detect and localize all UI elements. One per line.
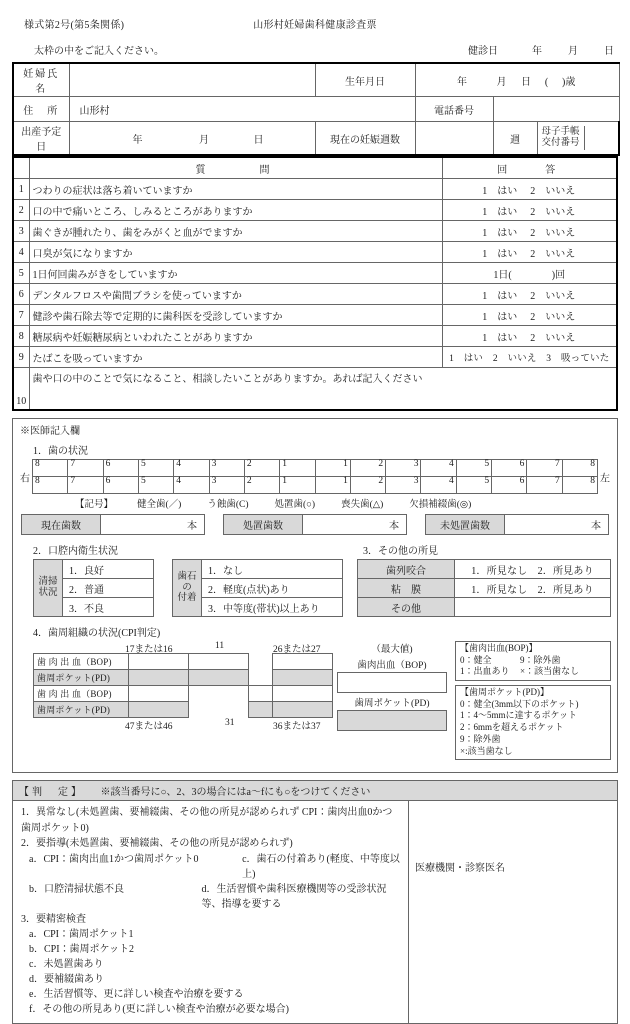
tooth-cell[interactable]: 3 (209, 460, 244, 477)
current-teeth-count (21, 514, 205, 535)
question-free-text[interactable]: 歯や口の中のことで気になること、相談したいことがありますか。あれば記入ください (29, 368, 617, 411)
question-text: つわりの症状は落ち着いていますか (29, 179, 442, 200)
tooth-row-lower (33, 477, 598, 494)
section4-title: 4．歯周組織の状況(CPI判定) (33, 628, 161, 639)
section2-3-row (19, 537, 611, 617)
table-row (13, 242, 617, 263)
question-column-header: 質 問 (29, 157, 442, 179)
question-text: 健診や歯石除去等で定期的に歯科医を受診していますか (29, 305, 442, 326)
cpi-spacer (189, 702, 249, 718)
tooth-cell[interactable]: 1 (315, 460, 350, 477)
fill-instruction: 太枠の中をご記入ください。 (34, 46, 164, 57)
pregnancy-weeks-label: 現在の妊娠週数 (315, 122, 415, 156)
question-text: 歯ぐきが腫れたり、歯をみがくと血がでますか (29, 221, 442, 242)
cpi-cell-bop-upper-right[interactable] (129, 654, 189, 670)
cpi-row-label-pd-upper: 歯周ポケット(PD) (34, 670, 129, 686)
tooth-cell[interactable]: 6 (492, 460, 527, 477)
handbook-label-line2: 交付番号 (541, 138, 580, 148)
dob-age-close: )歳 (562, 76, 576, 88)
cpi-spacer (249, 670, 273, 686)
judgement-item-3[interactable]: 3．要精密検査 (21, 913, 86, 925)
dob-day: 日 (521, 76, 531, 88)
dob-age-open: ( (544, 76, 549, 88)
oral-hygiene-tables (19, 559, 355, 617)
section3-title: 3．その他の所見 (363, 546, 438, 557)
judgement-item-2[interactable]: 2．要指導(未処置歯、要補綴歯、その他の所見が認められず) (21, 838, 293, 850)
table-row (13, 122, 619, 156)
pd-legend-0: 0：健全(3mm以下のポケット) (460, 698, 579, 709)
untreated-teeth-count (425, 514, 609, 535)
answer-no[interactable]: 2 いいえ (530, 227, 576, 239)
cpi-cell-pd-upper-right[interactable] (129, 670, 189, 686)
dob-input[interactable] (415, 63, 619, 97)
cpi-cell-pd-lower-right[interactable] (129, 702, 189, 718)
table-row (13, 368, 617, 411)
cpi-spacer (189, 686, 249, 702)
exam-date-day[interactable]: 日 (604, 46, 614, 57)
judgement-3c[interactable]: c．未処置歯あり (29, 959, 104, 971)
answer-no[interactable]: 2 いいえ (530, 332, 576, 344)
table-row (13, 263, 617, 284)
tooth-cell[interactable]: 2 (244, 477, 279, 494)
tooth-cell[interactable]: 5 (456, 460, 491, 477)
table-row (13, 97, 619, 122)
pd-legend-title: 【歯周ポケット(PD)】 (460, 687, 550, 698)
judgement-2b[interactable]: b．口腔清掃状態不良 (29, 883, 124, 895)
due-year: 年 (132, 134, 143, 146)
question-number: 8 (13, 326, 29, 347)
phone-label: 電話番号 (415, 97, 493, 122)
question-text: 1日何回歯みがきをしていますか (29, 263, 442, 284)
questionnaire-header-row (13, 157, 617, 179)
calculus-option-mild[interactable]: 2．軽度(点状)あり (202, 579, 343, 598)
cpi-top-labels (33, 641, 333, 653)
bop-legend-0: 0：健全 (460, 654, 492, 665)
tooth-cell[interactable]: 1 (315, 477, 350, 494)
cleaning-status-label (34, 560, 63, 617)
pd-legend-2: 2：6mmを超えるポケット (460, 722, 564, 733)
tooth-cell[interactable]: 1 (280, 477, 315, 494)
answer-count-input[interactable]: 1日( )回 (442, 263, 617, 284)
cleaning-option-poor[interactable]: 3．不良 (63, 598, 154, 617)
address-label: 住 所 (13, 97, 69, 122)
judgement-2a[interactable]: a．CPI：歯肉出血1かつ歯周ポケット0 (29, 853, 199, 865)
handbook-number-input[interactable] (584, 126, 618, 150)
form-page (0, 16, 630, 1016)
form-title: 山形村妊婦歯科健康診査票 (253, 20, 377, 31)
answer-yes[interactable]: 1 はい (482, 185, 518, 197)
answer-options[interactable] (442, 305, 617, 326)
judgement-2d[interactable]: d．生活習慣や歯科医療機関等の受診状況等、指導を要する (201, 883, 387, 910)
question-number: 7 (13, 305, 29, 326)
calculus-option-moderate[interactable]: 3．中等度(帯状)以上あり (202, 598, 343, 617)
question-number: 2 (13, 200, 29, 221)
phone-input[interactable] (493, 97, 619, 122)
pd-legend-9: 9：除外歯 (460, 733, 501, 744)
answer-column-header: 回 答 (442, 157, 617, 179)
cpi-cell-bop-upper-center[interactable] (189, 654, 249, 670)
answer-no[interactable]: 2 いいえ (530, 206, 576, 218)
tooth-cell[interactable]: 6 (492, 477, 527, 494)
question-text: デンタルフロスや歯間ブラシを使っていますか (29, 284, 442, 305)
question-text: 口臭が気になりますか (29, 242, 442, 263)
answer-smoking-options[interactable]: 1 はい 2 いいえ 3 吸っていた (442, 347, 617, 368)
judgement-3d[interactable]: d．要補綴歯あり (29, 974, 104, 986)
question-text: 糖尿病や妊娠糖尿病といわれたことがありますか (29, 326, 442, 347)
calculus-option-none[interactable]: 1．なし (202, 560, 343, 579)
cleaning-status-table (33, 559, 154, 617)
section2-column (19, 537, 355, 617)
answer-options[interactable] (442, 221, 617, 242)
judgement-items (13, 801, 408, 1023)
cpi-legend-column (451, 641, 611, 764)
cpi-max-pd-label: 歯周ポケット(PD) (354, 699, 430, 709)
tooth-cell[interactable]: 7 (68, 477, 103, 494)
tooth-cell[interactable]: 5 (138, 460, 173, 477)
calculus-label-line3: 付着 (177, 593, 197, 604)
cpi-top-label-2: 11 (215, 641, 225, 651)
cpi-cell-pd-lower-center[interactable] (249, 702, 273, 718)
judgement-3b[interactable]: b．CPI：歯周ポケット2 (29, 944, 135, 956)
cpi-max-bop-label: 歯肉出血（BOP) (357, 661, 427, 671)
pd-legend-x: ×:該当歯なし (460, 745, 513, 756)
tooth-cell[interactable]: 5 (138, 477, 173, 494)
table-row (13, 326, 617, 347)
table-row (34, 686, 333, 702)
cpi-spacer (249, 654, 273, 670)
answer-yes[interactable]: 1 はい (482, 332, 518, 344)
table-row (173, 560, 343, 579)
answer-no[interactable]: 2 いいえ (530, 311, 576, 323)
answer-options[interactable] (442, 284, 617, 305)
form-header (12, 16, 618, 42)
weeks-unit: 週 (493, 122, 537, 156)
question-number: 9 (13, 347, 29, 368)
table-row (34, 702, 333, 718)
treated-teeth-count (223, 514, 407, 535)
tooth-chart-left-label: 左 (600, 473, 610, 484)
name-label: 妊婦氏名 (13, 63, 69, 97)
tooth-cell[interactable]: 4 (421, 477, 456, 494)
judgement-section (12, 780, 618, 1024)
question-number: 1 (13, 179, 29, 200)
exam-date-label: 健診日 (468, 46, 498, 57)
table-row (358, 579, 611, 598)
pd-legend-box (455, 685, 611, 760)
tooth-cell[interactable]: 8 (33, 460, 68, 477)
table-row (13, 63, 619, 97)
tooth-cell[interactable]: 1 (280, 460, 315, 477)
untreated-teeth-label: 未処置歯数 (425, 514, 505, 535)
medical-institution-label: 医療機関・診察医名 (415, 863, 505, 875)
address-input[interactable]: 山形村 (69, 97, 415, 122)
doctor-entry-section (12, 418, 618, 773)
table-row (358, 598, 611, 617)
dob-year: 年 (457, 76, 467, 88)
tooth-cell[interactable]: 7 (68, 460, 103, 477)
mucosa-options[interactable]: 1．所見なし 2．所見あり (455, 579, 611, 598)
due-month: 月 (199, 134, 209, 146)
answer-options[interactable] (442, 200, 617, 221)
tooth-cell[interactable]: 4 (421, 460, 456, 477)
bop-legend-title: 【歯肉出血(BOP)】 (460, 643, 538, 653)
calculus-label-line2: の (182, 582, 192, 593)
current-teeth-label: 現在歯数 (21, 514, 101, 535)
cleaning-option-good[interactable]: 1．良好 (63, 560, 154, 579)
answer-no[interactable]: 2 いいえ (530, 290, 576, 302)
tooth-cell[interactable]: 4 (174, 460, 209, 477)
tooth-chart (19, 459, 611, 494)
answer-no[interactable]: 2 いいえ (530, 248, 576, 260)
due-date-input[interactable] (69, 122, 315, 156)
tooth-cell[interactable]: 2 (350, 460, 385, 477)
bop-legend-1: 1：出血あり (460, 666, 510, 677)
tooth-cell[interactable]: 8 (33, 477, 68, 494)
occlusion-label: 歯列咬合 (358, 560, 455, 579)
tooth-cell[interactable]: 6 (103, 460, 138, 477)
form-number: 様式第2号(第5条関係) (24, 20, 125, 31)
calculus-label-line1: 歯石 (177, 571, 197, 582)
pregnancy-weeks-input[interactable] (415, 122, 493, 156)
answer-options[interactable] (442, 242, 617, 263)
exam-date-month[interactable]: 月 (568, 46, 578, 57)
cpi-max-values (333, 641, 451, 764)
judgement-3f[interactable]: f．その他の所見あり(更に詳しい検査や治療が必要な場合) (29, 1004, 289, 1016)
other-findings-table (357, 559, 611, 617)
cpi-top-label-3: 26または27 (273, 645, 321, 655)
cpi-max-bop-input[interactable] (337, 672, 447, 693)
section2-title: 2．口腔内衛生状況 (33, 546, 118, 557)
cpi-bottom-labels (33, 718, 333, 730)
judgement-header (13, 781, 617, 801)
cpi-bottom-label-3: 36または37 (273, 722, 321, 732)
exam-date-year[interactable]: 年 (532, 46, 542, 57)
legend-key-label: 【記号】 (75, 500, 114, 510)
dob-label: 生年月日 (315, 63, 415, 97)
calculus-table (172, 559, 343, 617)
cpi-cell-bop-lower-center[interactable] (249, 686, 273, 702)
dob-month: 月 (496, 76, 507, 88)
answer-options[interactable] (442, 326, 617, 347)
cpi-cell-bop-lower-right[interactable] (129, 686, 189, 702)
question-text: 口の中で痛いところ、しみるところがありますか (29, 200, 442, 221)
tooth-cell[interactable]: 4 (174, 477, 209, 494)
question-text: たばこを吸っていますか (29, 347, 442, 368)
judgement-note: ※該当番号に○、2、3の場合にはa～fにも○をつけてください (100, 787, 371, 799)
answer-yes[interactable]: 1 はい (482, 227, 518, 239)
cleaning-label-line1: 清掃 (38, 577, 58, 588)
other-findings-label: その他 (358, 598, 455, 617)
tooth-cell[interactable]: 3 (386, 477, 421, 494)
tooth-cell[interactable]: 2 (244, 460, 279, 477)
tooth-cell[interactable]: 2 (350, 477, 385, 494)
tooth-symbol-legend (19, 496, 611, 510)
table-row (13, 179, 617, 200)
judgement-3a[interactable]: a．CPI：歯周ポケット1 (29, 929, 134, 941)
section1-title: 1．歯の状況 (33, 446, 88, 457)
table-row (13, 284, 617, 305)
cpi-row-label-bop-upper: 歯 肉 出 血（BOP) (34, 654, 129, 670)
tooth-chart-right-label: 右 (20, 473, 30, 484)
calculus-label (173, 560, 202, 617)
tooth-cell[interactable]: 3 (209, 477, 244, 494)
question-number: 10 (13, 368, 29, 411)
personal-info-table (12, 62, 620, 156)
untreated-teeth-value[interactable]: 本 (505, 514, 609, 535)
occlusion-options[interactable]: 1．所見なし 2．所見あり (455, 560, 611, 579)
tooth-grid (32, 459, 598, 494)
tooth-cell[interactable]: 7 (527, 477, 562, 494)
cpi-top-label-1: 17または16 (125, 645, 173, 655)
table-row (13, 347, 617, 368)
table-row (13, 305, 617, 326)
current-teeth-value[interactable]: 本 (101, 514, 205, 535)
questionnaire-table (12, 156, 618, 411)
due-date-label: 出産予定日 (13, 122, 69, 156)
cpi-max-pd-input[interactable] (337, 710, 447, 731)
instruction-row (12, 42, 618, 62)
handbook-label-line1: 母子手帳 (541, 127, 580, 138)
answer-yes[interactable]: 1 はい (482, 311, 518, 323)
answer-yes[interactable]: 1 はい (482, 206, 518, 218)
treated-teeth-value[interactable]: 本 (303, 514, 407, 535)
treated-teeth-label: 処置歯数 (223, 514, 303, 535)
bop-legend-9: 9：除外歯 (520, 654, 561, 665)
bop-legend-x: ×：該当歯なし (520, 666, 580, 677)
cpi-bottom-label-2: 31 (225, 718, 235, 728)
table-row (13, 200, 617, 221)
doctor-section-label: ※医師記入欄 (20, 426, 80, 437)
exam-date-field (468, 42, 616, 57)
legend-missing: 喪失歯(△) (341, 500, 384, 510)
cpi-grid (33, 653, 333, 718)
cpi-grid-wrap (33, 641, 333, 764)
table-row (13, 221, 617, 242)
cleaning-label-line2: 状況 (38, 588, 58, 598)
judgement-2c[interactable]: c．歯石の付着あり(軽度、中等度以上) (242, 853, 400, 880)
question-number: 5 (13, 263, 29, 284)
name-input[interactable] (69, 63, 315, 97)
mucosa-label: 粘 膜 (358, 579, 455, 598)
tooth-cell[interactable]: 8 (562, 460, 597, 477)
cpi-cell-pd-upper-center[interactable] (189, 670, 249, 686)
other-findings-input[interactable] (455, 598, 611, 617)
tooth-cell[interactable]: 5 (456, 477, 491, 494)
tooth-cell[interactable]: 7 (527, 460, 562, 477)
cpi-cell-pd-lower-left[interactable] (273, 702, 333, 718)
tooth-cell[interactable]: 3 (386, 460, 421, 477)
cpi-max-title: （最大値) (371, 645, 413, 655)
tooth-cell[interactable]: 6 (103, 477, 138, 494)
cpi-cell-bop-lower-left[interactable] (273, 686, 333, 702)
table-row (34, 560, 154, 579)
judgement-item-1[interactable]: 1．異常なし(未処置歯、要補綴歯、その他の所見が認められず CPI：歯肉出血0かつ歯周ポケット0) (21, 807, 393, 834)
question-number: 6 (13, 284, 29, 305)
bop-legend-line (460, 655, 606, 667)
legend-prosthetic: 欠損補綴歯(◎) (409, 500, 472, 510)
table-row (34, 654, 333, 670)
table-row (358, 560, 611, 579)
answer-options[interactable] (442, 179, 617, 200)
tooth-row-upper (33, 460, 598, 477)
tooth-cell[interactable]: 8 (562, 477, 597, 494)
tooth-count-row (19, 514, 611, 535)
answer-yes[interactable]: 1 はい (482, 290, 518, 302)
cleaning-option-normal[interactable]: 2．普通 (63, 579, 154, 598)
judgement-3e[interactable]: e．生活習慣等、更に詳しい検査や治療を要する (29, 989, 244, 1001)
legend-healthy: 健全歯(／) (137, 500, 182, 510)
judgement-label: 【判 定】 (19, 787, 84, 799)
cpi-cell-bop-upper-left[interactable] (273, 654, 333, 670)
cpi-cell-pd-upper-left[interactable] (273, 670, 333, 686)
pd-legend-1: 1：4～5mmに達するポケット (460, 710, 578, 721)
cpi-bottom-label-1: 47または46 (125, 722, 173, 732)
cpi-row-label-pd-lower: 歯周ポケット(PD) (34, 702, 129, 718)
legend-treated: 処置歯(○) (274, 500, 316, 510)
answer-no[interactable]: 2 いいえ (530, 185, 576, 197)
handbook-cell (537, 122, 619, 156)
judgement-item-2-sub-row (21, 882, 402, 912)
medical-institution-box[interactable] (408, 801, 617, 1023)
question-number: 3 (13, 221, 29, 242)
legend-caries: う蝕歯(C) (207, 500, 249, 510)
section3-column (355, 537, 611, 617)
due-day: 日 (253, 134, 264, 146)
question-number: 4 (13, 242, 29, 263)
bop-legend-line (460, 666, 606, 678)
bop-legend-box (455, 641, 611, 681)
cpi-row-label-bop-lower: 歯 肉 出 血（BOP) (34, 686, 129, 702)
judgement-body (13, 801, 617, 1023)
handbook-label (538, 126, 585, 150)
table-row (34, 670, 333, 686)
judgement-item-2-sub-row (21, 852, 402, 882)
cpi-area (19, 641, 611, 764)
answer-yes[interactable]: 1 はい (482, 248, 518, 260)
